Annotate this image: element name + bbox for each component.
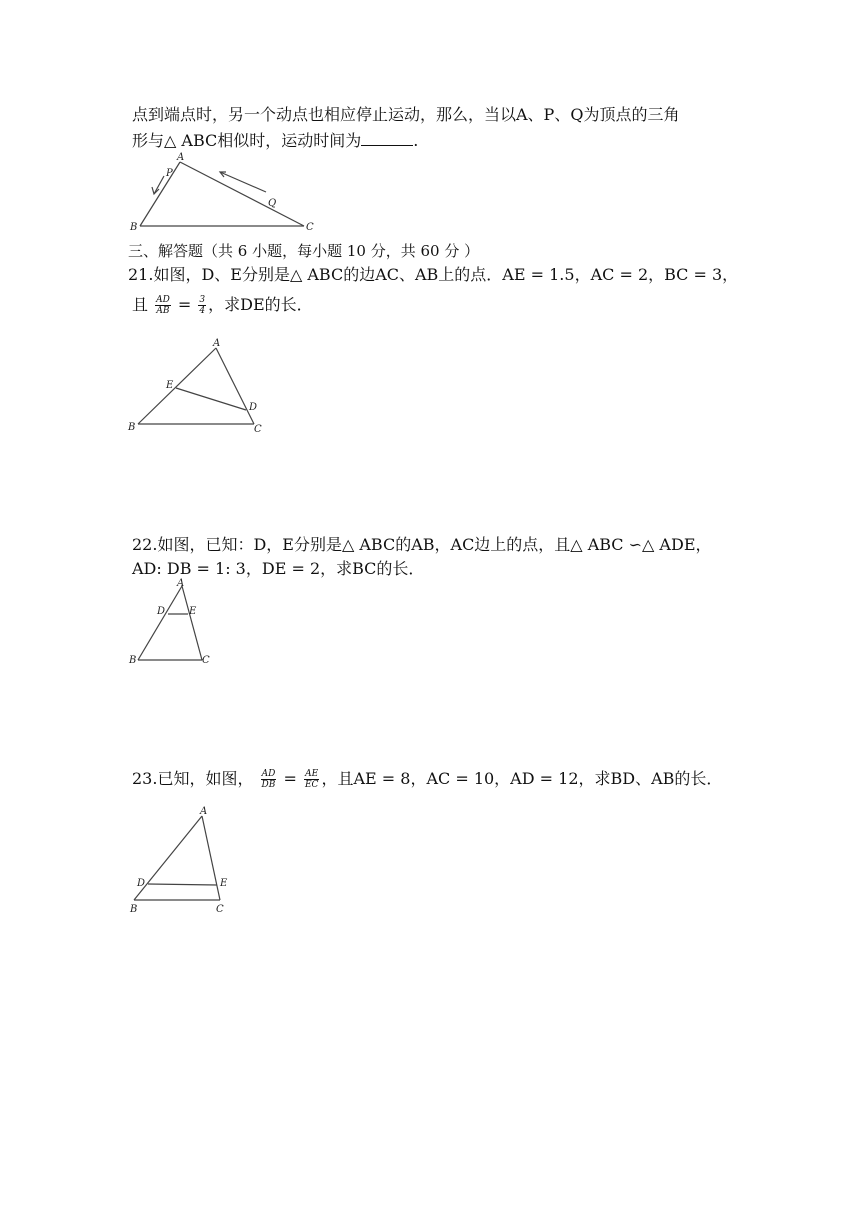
q21-figure bbox=[128, 338, 278, 438]
label-e: E bbox=[189, 606, 197, 617]
q23-figure bbox=[128, 804, 238, 916]
q21-line2-end: ，求DE的长． bbox=[208, 295, 313, 314]
side-ac bbox=[182, 586, 202, 660]
side-ab bbox=[138, 348, 216, 424]
label-d: D bbox=[137, 878, 146, 889]
q22-text-line1: 22.如图，已知：D，E分别是△ ABC的AB，AC边上的点，且△ ABC ∽△ ADE， bbox=[132, 535, 712, 554]
q20-text-line2 bbox=[132, 130, 418, 152]
label-e: E bbox=[166, 380, 174, 391]
label-b: B bbox=[128, 422, 136, 433]
side-ac bbox=[180, 162, 304, 226]
label-c: C bbox=[202, 655, 210, 666]
q23-text-line1 bbox=[132, 768, 722, 790]
label-b: B bbox=[130, 904, 138, 915]
q22-text-line2: AD: DB = 1: 3，DE = 2，求BC的长． bbox=[132, 559, 425, 578]
label-d: D bbox=[157, 606, 166, 617]
side-ac bbox=[202, 816, 220, 900]
label-b: B bbox=[130, 222, 138, 233]
label-a: A bbox=[213, 338, 221, 349]
q20-figure bbox=[128, 154, 328, 234]
label-a: A bbox=[177, 152, 185, 163]
q22-figure bbox=[128, 580, 228, 670]
q23-line1-end: ，且AE = 8，AC = 10，AD = 12，求BD、AB的长． bbox=[321, 769, 723, 788]
q21-fraction-ad-ab: $\frac{AD}{AB}$ bbox=[156, 295, 170, 316]
label-e: E bbox=[220, 878, 228, 889]
section-title: 三、解答题（共 6 小题，每小题 10 分，共 60 分 ） bbox=[128, 242, 480, 260]
answer-blank[interactable] bbox=[361, 131, 413, 146]
q23-fraction-ae-ec: $\frac{AE}{EC}$ bbox=[304, 769, 319, 790]
label-p: P bbox=[166, 168, 173, 179]
label-c: C bbox=[306, 222, 314, 233]
q21-line2-start: 且 bbox=[132, 295, 149, 314]
arrow-q bbox=[220, 172, 266, 192]
arrow-p bbox=[154, 176, 164, 194]
q21-text-line1: 21.如图，D、E分别是△ ABC的边AC、AB上的点．AE = 1.5，AC = 2，BC = 3， bbox=[128, 265, 739, 284]
label-q: Q bbox=[268, 198, 277, 209]
q20-line2-text: 形与△ ABC相似时，运动时间为 bbox=[132, 131, 362, 150]
q20-line2-end: . bbox=[413, 131, 419, 150]
q21-equals: = bbox=[177, 295, 192, 314]
segment-de bbox=[176, 388, 246, 410]
q23-fraction-ad-db: $\frac{AD}{DB}$ bbox=[261, 769, 276, 790]
q21-text-line2 bbox=[132, 294, 313, 316]
label-a: A bbox=[200, 806, 208, 817]
segment-de bbox=[148, 884, 217, 885]
label-d: D bbox=[249, 402, 258, 413]
q21-fraction-3-4: $\frac{3}{4}$ bbox=[199, 295, 206, 316]
q20-text-line1: 点到端点时，另一个动点也相应停止运动，那么，当以A、P、Q为顶点的三角 bbox=[132, 105, 680, 124]
label-c: C bbox=[254, 424, 262, 435]
q23-equals: = bbox=[283, 769, 297, 788]
label-a: A bbox=[177, 578, 185, 589]
side-ab bbox=[140, 162, 180, 226]
label-b: B bbox=[129, 655, 137, 666]
q23-line1-start: 23.已知，如图， bbox=[132, 769, 254, 788]
side-ab bbox=[138, 586, 182, 660]
label-c: C bbox=[216, 904, 224, 915]
